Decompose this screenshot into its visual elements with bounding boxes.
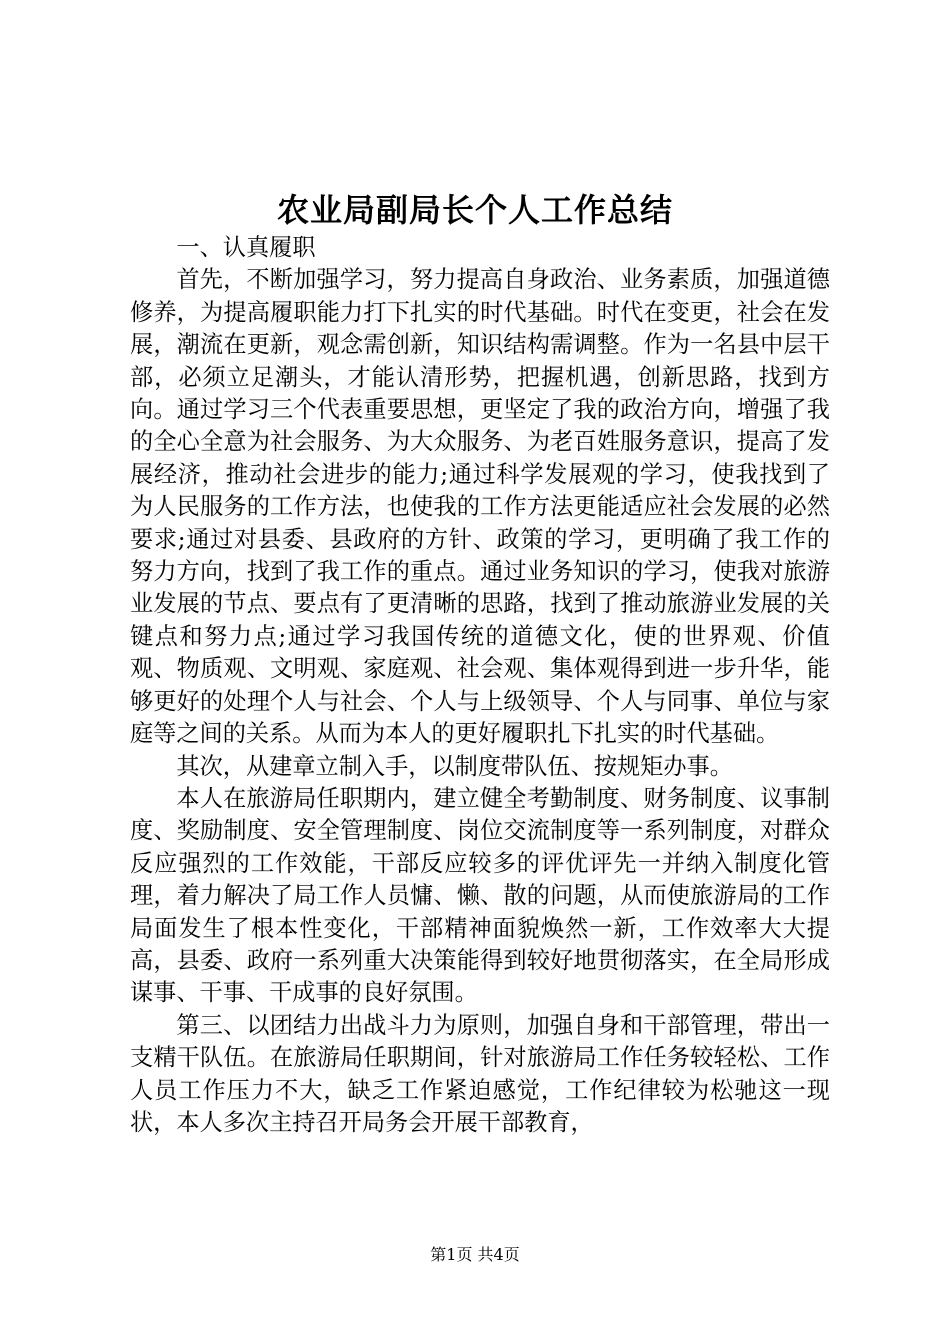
paragraph: 本人在旅游局任职期内，建立健全考勤制度、财务制度、议事制度、奖励制度、安全管理制度、岗位交流制度等一系列制度，对群众反应强烈的工作效能，干部反应较多的评优评先一并纳入制度化管理，着力解决了局工作人员慵、懒、散的问题，从而使旅游局的工作局面发生了根本性变化，干部精神面貌焕然一新，工作效率大大提高，县委、政府一系列重大决策能得到较好地贯彻落实，在全局形成谋事、干事、干成事的良好氛围。 bbox=[130, 784, 830, 1007]
paragraph: 第三、以团结力出战斗力为原则，加强自身和干部管理，带出一支精干队伍。在旅游局任职期间，针对旅游局工作任务较轻松、工作人员工作压力不大，缺乏工作紧迫感觉，工作纪律较为松驰这一现状，本人多次主持召开局务会开展干部教育， bbox=[130, 1011, 830, 1136]
document-title: 农业局副局长个人工作总结 bbox=[276, 191, 673, 229]
document-body bbox=[130, 232, 830, 1139]
page-footer: 第1页 共4页 bbox=[430, 1245, 520, 1264]
paragraph: 首先，不断加强学习，努力提高自身政治、业务素质，加强道德修养，为提高履职能力打下扎实的时代基础。时代在变更，社会在发展，潮流在更新，观念需创新，知识结构需调整。作为一名县中层干部，必须立足潮头，才能认清形势，把握机遇，创新思路，找到方向。通过学习三个代表重要思想，更坚定了我的政治方向，增强了我的全心全意为社会服务、为大众服务、为老百姓服务意识，提高了发展经济，推动社会进步的能力;通过科学发展观的学习，使我找到了为人民服务的工作方法，也使我的工作方法更能适应社会发展的必然要求;通过对县委、县政府的方针、政策的学习，更明确了我工作的努力方向，找到了我工作的重点。通过业务知识的学习，使我对旅游业发展的节点、要点有了更清晰的思路，找到了推动旅游业发展的关键点和努力点;通过学习我国传统的道德文化，使的世界观、价值观、物质观、文明观、家庭观、社会观、集体观得到进一步升华，能够更好的处理个人与社会、个人与上级领导、个人与同事、单位与家庭等之间的关系。从而为本人的更好履职扎下扎实的时代基础。 bbox=[130, 266, 830, 748]
paragraph: 其次，从建章立制入手，以制度带队伍、按规矩办事。 bbox=[176, 752, 733, 780]
section-heading: 一、认真履职 bbox=[176, 234, 316, 261]
